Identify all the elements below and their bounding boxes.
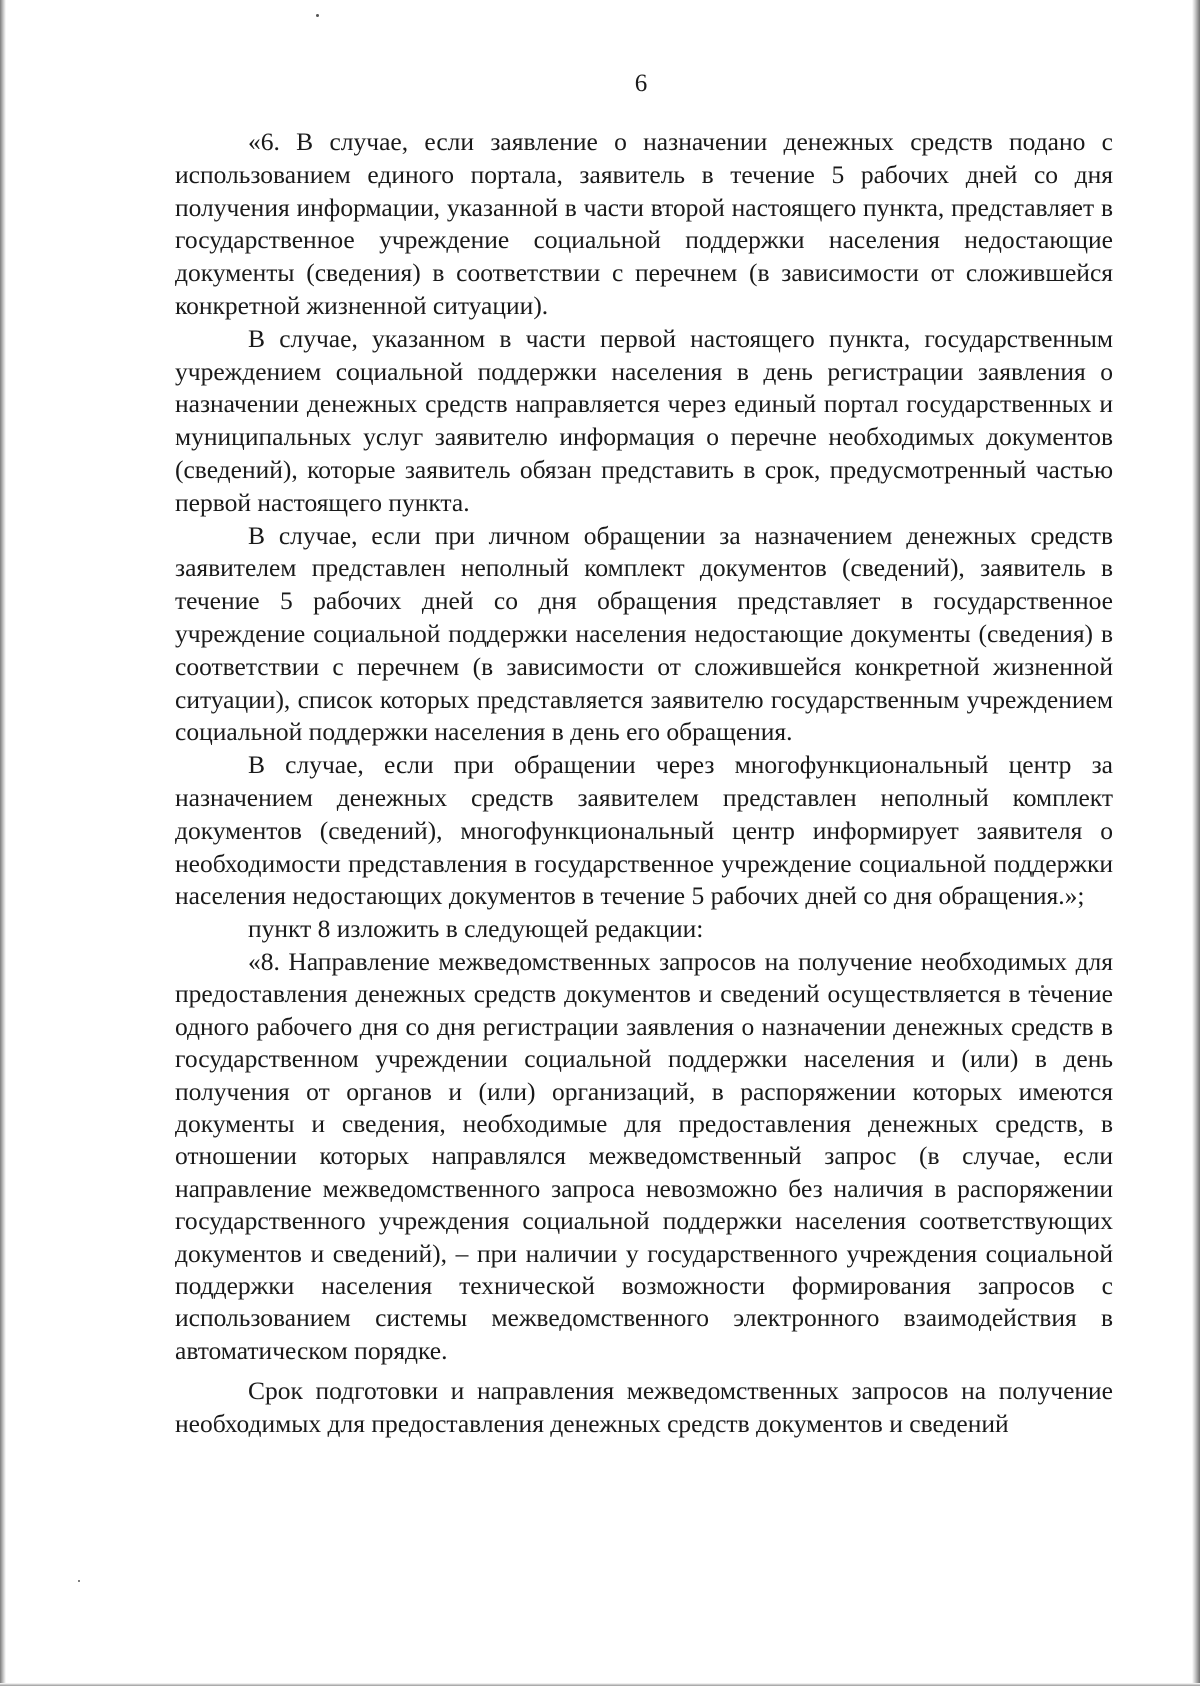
paragraph-personal-visit: В случае, если при личном обращении за назначением денежных средств заявителем представлен неполный комплект документов (сведений), заявитель в течение 5 рабочих дней со дня обращения представляет в государственное учреждение социальной поддержки населения недостающие документы (сведения) в соответствии с перечнем (в зависимости от сложившейся конкретной жизненной ситуации), список которых представляется заявителю государственным учреждением социальной поддержки населения в день его обращения. bbox=[175, 520, 1113, 747]
paragraph-portal-notice: В случае, указанном в части первой настоящего пункта, государственным учреждением социальной поддержки населения в день регистрации заявления о назначении денежных средств направляется через единый портал государственных и муниципальных услуг заявителю информация о перечне необходимых документов (сведений), которые заявитель обязан представить в срок, предусмотренный частью первой настоящего пункта. bbox=[175, 323, 1113, 517]
paragraph-request-deadline: Срок подготовки и направления межведомственных запросов на получение необходимых для предоставления денежных средств документов и сведений bbox=[175, 1376, 1113, 1438]
document-body bbox=[175, 126, 1113, 1440]
paragraph-point-8: «8. Направление межведомственных запросов на получение необходимых для предоставления денежных средств документов и сведений осуществляется в течение одного рабочего дня со дня регистрации заявления о назначении денежных средств в государственном учреждении социальной поддержки населения и (или) в день получения от органов и (или) организаций, в распоряжении которых имеются документы и сведения, необходимые для предоставления денежных средств, в отношении которых направлялся межведомственный запрос (в случае, если направление межведомственного запроса невозможно без наличия в распоряжении государственного учреждения социальной поддержки населения соответствующих документов и сведений), – при наличии у государственного учреждения социальной поддержки населения технической возможности формирования запросов с использованием системы межведомственного электронного взаимодействия в автоматическом порядке. bbox=[175, 946, 1113, 1365]
scan-edge-right bbox=[1192, 0, 1200, 1686]
page-number: 6 bbox=[634, 70, 648, 97]
scan-speck bbox=[78, 1580, 80, 1582]
paragraph-amend-point-8: пункт 8 изложить в следующей редакции: bbox=[248, 914, 704, 944]
paragraph-mfc-visit: В случае, если при обращении через многофункциональный центр за назначением денежных средств заявителем представлен неполный комплект документов (сведений), многофункциональный центр информирует заявителя о необходимости представления в государственное учреждение социальной поддержки населения недостающих документов в течение 5 рабочих дней со дня обращения.»; bbox=[175, 750, 1113, 911]
paragraph-point-6: «6. В случае, если заявление о назначении денежных средств подано с использованием единого портала, заявитель в течение 5 рабочих дней со дня получения информации, указанной в части второй настоящего пункта, представляет в государственное учреждение социальной поддержки населения недостающие документы (сведения) в соответствии с перечнем (в зависимости от сложившейся конкретной жизненной ситуации). bbox=[175, 127, 1113, 320]
scan-edge-left bbox=[0, 0, 6, 1686]
scan-speck bbox=[316, 14, 319, 17]
